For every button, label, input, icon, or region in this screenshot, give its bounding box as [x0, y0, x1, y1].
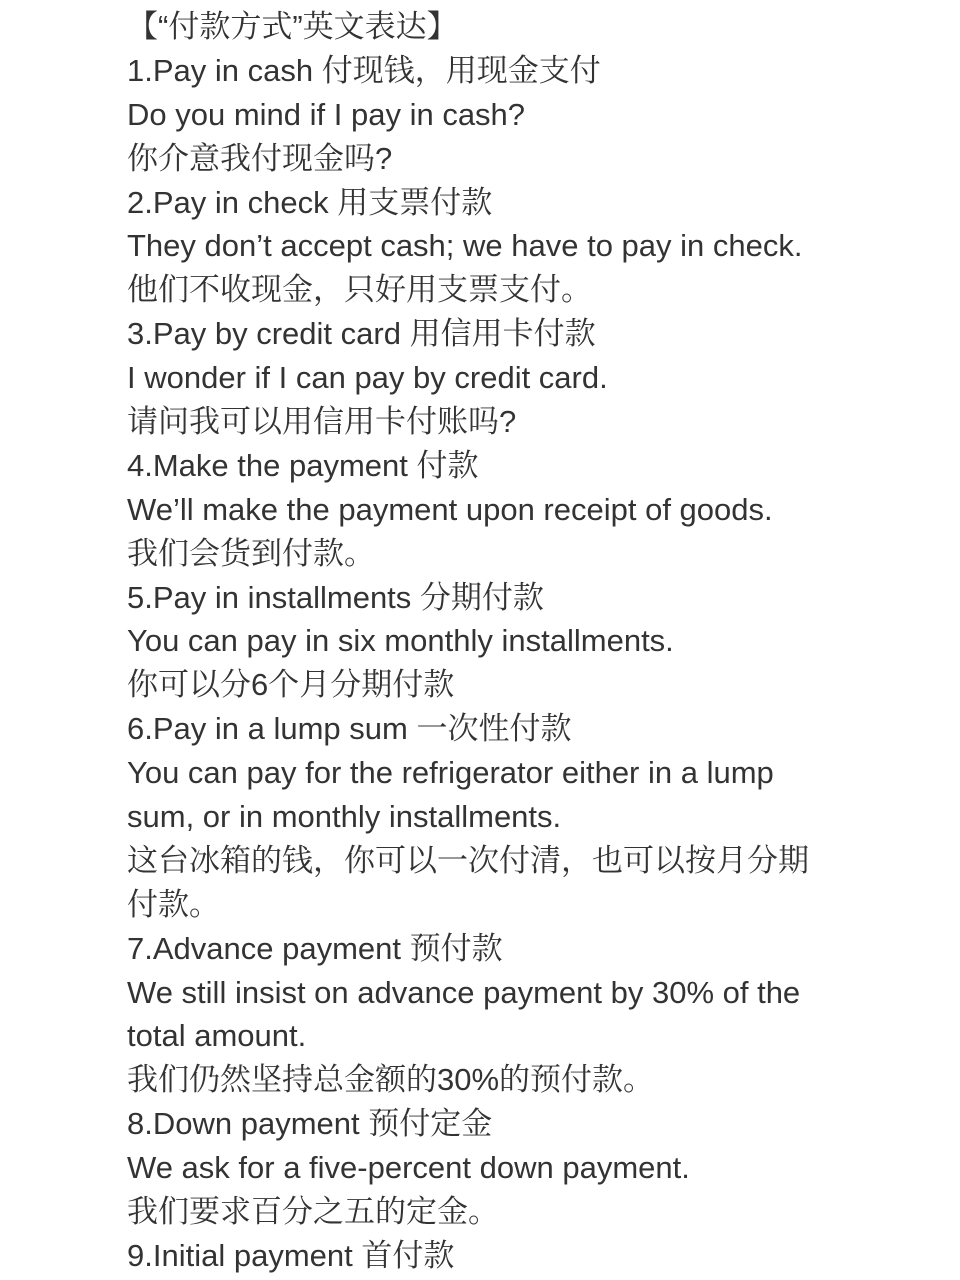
entry-line: We’ll make the payment upon receipt of goods. — [127, 491, 773, 527]
entry-line: They don’t accept cash; we have to pay in check. — [127, 228, 803, 264]
entry-line: 请问我可以用信用卡付账吗? — [127, 404, 517, 440]
entry-line: You can pay for the refrigerator either in a lump — [127, 755, 774, 791]
entry-line: 你可以分6个月分期付款 — [127, 667, 455, 703]
entry-line: We ask for a five-percent down payment. — [127, 1150, 690, 1186]
entry-heading: 8.Down payment 预付定金 — [127, 1106, 493, 1142]
entry-line: We still insist on advance payment by 30% of the — [127, 974, 801, 1010]
entry-line: 你介意我付现金吗? — [127, 140, 393, 176]
entry-heading: 9.Initial payment 首付款 — [127, 1237, 455, 1273]
entry-heading: 6.Pay in a lump sum 一次性付款 — [127, 711, 572, 747]
entry-line: 我们仍然坚持总金额的30%的预付款。 — [127, 1062, 655, 1098]
entry-line: I wonder if I can pay by credit card. — [127, 360, 608, 396]
entry-heading: 2.Pay in check 用支票付款 — [127, 184, 493, 220]
entry-heading: 5.Pay in installments 分期付款 — [127, 579, 544, 615]
entry-line: Do you mind if I pay in cash? — [127, 96, 526, 132]
entry-heading: 3.Pay by credit card 用信用卡付款 — [127, 316, 596, 352]
entry-line: 付款。 — [127, 886, 220, 922]
entry-line: 我们会货到付款。 — [127, 535, 375, 571]
entry-heading: 7.Advance payment 预付款 — [127, 930, 503, 966]
entry-heading: 1.Pay in cash 付现钱，用现金支付 — [127, 52, 601, 88]
entry-line: total amount. — [127, 1018, 307, 1054]
entry-line: sum, or in monthly installments. — [127, 799, 562, 835]
entry-line: 这台冰箱的钱，你可以一次付清，也可以按月分期 — [127, 842, 809, 878]
entry-heading: 4.Make the payment 付款 — [127, 447, 479, 483]
entry-line: You can pay in six monthly installments. — [127, 623, 674, 659]
note-title: 【“付款方式”英文表达】 — [127, 9, 458, 44]
entry-line: 他们不收现金，只好用支票支付。 — [127, 272, 592, 308]
entry-line: 我们要求百分之五的定金。 — [127, 1194, 499, 1230]
entries-container — [127, 49, 930, 1278]
